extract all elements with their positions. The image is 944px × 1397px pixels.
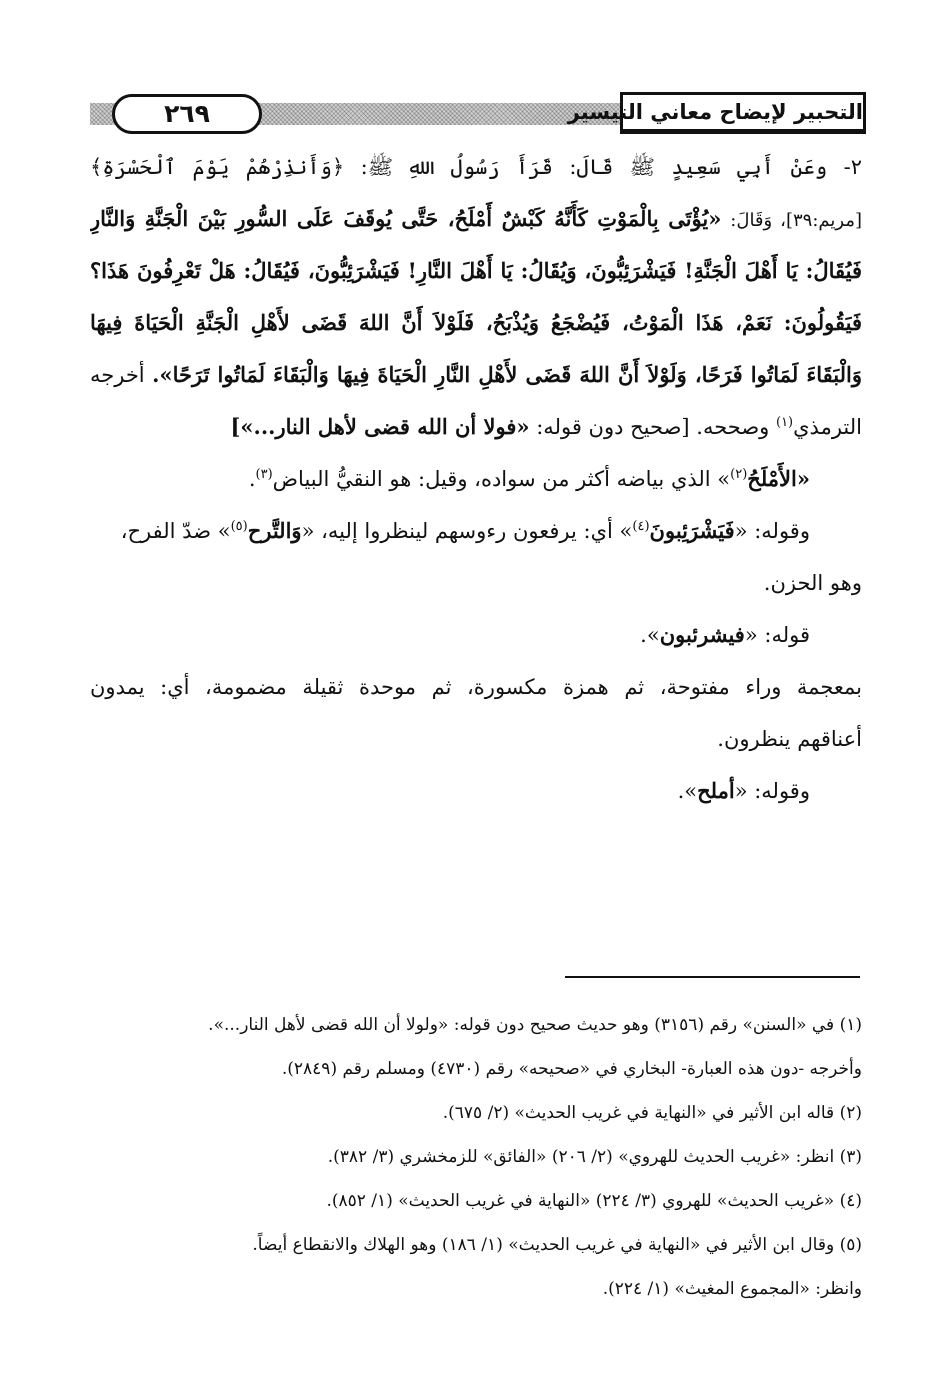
text-line-5 — [90, 356, 862, 408]
grading-quote: «فولا أن الله قضى لأهل النار...»] — [230, 414, 530, 439]
text-line-9 — [90, 564, 862, 616]
footnote-ref[interactable]: (٥) — [230, 519, 248, 534]
hadith-intro: ٢- وعَنْ أَبِي سَعِيدٍ ﷺ قَالَ: قَرَأَ رَسُولُ اللهِ ﷺ: ﴿وَأَنذِرْهُمْ يَوْمَ ٱلْحَسْرَةِ﴾ — [90, 155, 862, 179]
text-line-13 — [90, 772, 862, 824]
page-number: ٢٦٩ — [112, 94, 262, 134]
definition-text: » أي: يرفعون رءوسهم لينظروا إليه، « — [301, 519, 633, 543]
footnote-ref[interactable]: (١) — [775, 415, 794, 430]
footnote-1-continued: وأخرجه -دون هذه العبارة- البخاري في «صحيحه» رقم (٤٧٣٠) ومسلم رقم (٢٨٤٩). — [281, 1059, 862, 1079]
punctuation: . — [248, 467, 256, 491]
text-line-4 — [90, 304, 862, 356]
footnote-ref[interactable]: (٤) — [632, 519, 650, 534]
footnote-ref[interactable]: (٣) — [255, 467, 273, 482]
term-yashraibun: فَيَشْرَئِبونَ — [649, 518, 735, 543]
book-title: التحبير لإيضاح معاني التيسير — [620, 92, 866, 134]
footnote-5: (٥) وقال ابن الأثير في «النهاية في غريب الحديث» (١/ ١٨٦) وهو الهلاك والانقطاع أيضاً. — [252, 1235, 862, 1255]
text-line-10 — [90, 616, 862, 668]
text-line-2 — [90, 200, 862, 252]
commentary-text: بمعجمة وراء مفتوحة، ثم همزة مكسورة، ثم موحدة ثقيلة مضمومة، أي: يمدون — [90, 675, 862, 699]
hadith-text: فَيُقَالُ: يَا أَهْلَ الْجَنَّةِ! فَيَشْرَئِبُّونَ، وَيُقَالُ: يَا أَهْلَ النَّارِ! فَيَشْرَئِبُّونَ، فَيُقَالُ: هَلْ تَعْرِفُونَ هَذَا؟ — [90, 258, 862, 283]
footnote-5-continued: وانظر: «المجموع المغيث» (١/ ٢٢٤). — [602, 1279, 862, 1299]
text-line-3 — [90, 252, 862, 304]
main-text — [90, 148, 862, 824]
commentary-label: وقوله: « — [734, 779, 810, 803]
footnote-4: (٤) «غريب الحديث» للهروي (٣/ ٢٢٤) «النهاية في غريب الحديث» (١/ ٨٥٢). — [326, 1191, 862, 1211]
footnote-ref[interactable]: (٢) — [730, 467, 748, 482]
commentary-label: ». — [677, 779, 698, 803]
commentary-label: ». — [640, 623, 660, 647]
footnote-1: (١) في «السنن» رقم (٣١٥٦) وهو حديث صحيح دون قوله: «ولولا أن الله قضى لأهل النار...». — [208, 1015, 862, 1035]
text-line-8 — [90, 512, 862, 564]
term-tarah: وَالتَّرح — [247, 518, 302, 543]
definition-text: وهو الحزن. — [763, 571, 862, 595]
term-yashraibun: فيشرئبون — [659, 622, 745, 647]
footnote-3: (٣) انظر: «غريب الحديث للهروي» (٢/ ٢٠٦) «الفائق» للزمخشري (٣/ ٣٨٢). — [327, 1147, 862, 1167]
takhrij-text: أخرجه — [90, 363, 145, 387]
text-line-6 — [90, 408, 862, 460]
definition-text: » ضدّ الفرح، — [120, 519, 231, 543]
hadith-text: فَيَقُولُونَ: نَعَمْ، هَذَا الْمَوْتُ، فَيُضْجَعُ وَيُذْبَحُ، فَلَوْلاَ أَنَّ اللهَ قَضَى لأَهْلِ الْجَنَّةِ الْحَيَاةَ فِيهَا — [90, 310, 862, 335]
commentary-text: أعناقهم ينظرون. — [717, 727, 862, 751]
footnote-2: (٢) قاله ابن الأثير في «النهاية في غريب الحديث» (٢/ ٦٧٥). — [442, 1103, 862, 1123]
text-line-7 — [90, 460, 862, 512]
term-amlah: «الأَمْلَحُ — [747, 466, 810, 491]
hadith-text: وَالْبَقَاءَ لَمَاتُوا فَرَحًا، وَلَوْلاَ أَنَّ اللهَ قَضَى لأَهْلِ النَّارِ الْحَيَاةَ فِيهَا وَالْبَقَاءَ لَمَاتُوا تَرَحًا». — [152, 362, 862, 387]
definition-text: » الذي بياضه أكثر من سواده، وقيل: هو النقيُّ البياض — [272, 467, 731, 491]
text-line-1 — [90, 148, 862, 200]
text-line-11 — [90, 668, 862, 720]
footnote-separator — [565, 976, 860, 978]
commentary-label: قوله: « — [744, 623, 810, 647]
term-amlah: أملح — [697, 778, 735, 803]
hadith-text: «يُؤْتَى بِالْمَوْتِ كَأَنَّهُ كَبْشٌ أَمْلَحُ، حَتَّى يُوقَفَ عَلَى السُّورِ بَيْنَ الْجَنَّةِ وَالنَّارِ — [90, 206, 722, 231]
takhrij-text: وصححه. [صحيح دون قوله: — [536, 415, 770, 439]
takhrij-text: الترمذي — [793, 415, 862, 439]
text-line-12 — [90, 720, 862, 772]
quran-reference: [مريم:٣٩]، وَقَالَ: — [730, 210, 862, 231]
footnotes — [150, 1010, 862, 1318]
definition-text: وقوله: « — [734, 519, 810, 543]
page-header — [90, 92, 866, 142]
